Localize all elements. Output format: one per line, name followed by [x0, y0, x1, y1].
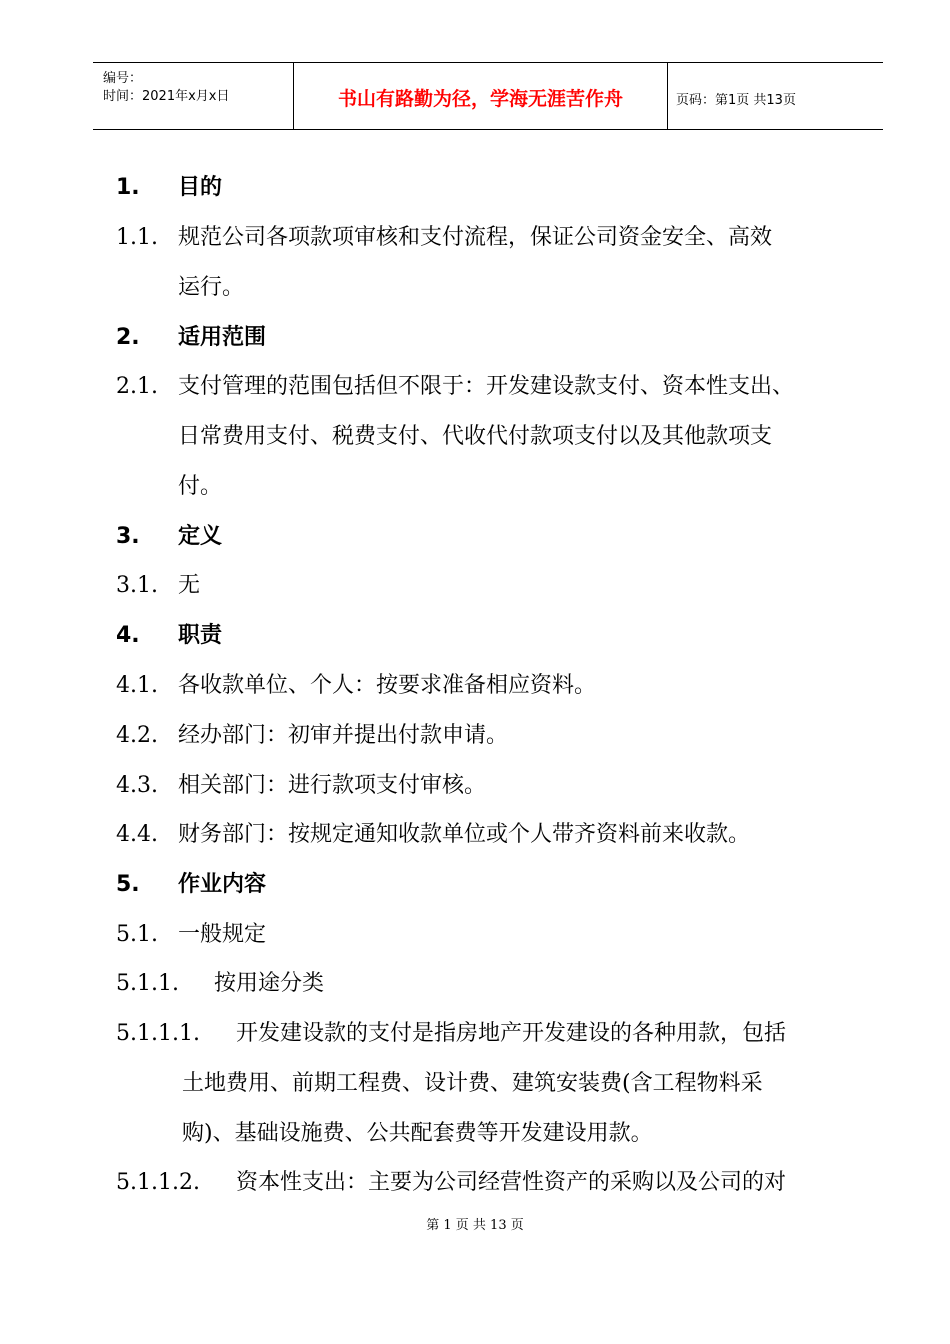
clause-text: 一般规定 [178, 922, 267, 947]
clause-text: 日常费用支付、税费支付、代收代付款项支付以及其他款项支 [178, 424, 773, 449]
clause-text: 各收款单位、个人：按要求准备相应资料。 [178, 673, 597, 698]
page-footer: 第 1 页 共 13 页 [426, 1218, 524, 1233]
clause-text: 运行。 [178, 275, 245, 300]
code-label: 编号： [103, 71, 143, 86]
clause-text: 付。 [178, 474, 223, 499]
section-number: 5. [116, 872, 140, 897]
clause-number: 1.1. [116, 225, 158, 250]
clause-number: 4.4. [116, 822, 158, 847]
clause-text: 支付管理的范围包括但不限于：开发建设款支付、资本性支出、 [178, 374, 795, 399]
clause-number: 5.1.1.1. [116, 1021, 200, 1046]
clause-number: 2.1. [116, 374, 158, 399]
clause-text: 相关部门：进行款项支付审核。 [178, 773, 487, 798]
clause-text: 财务部门：按规定通知收款单位或个人带齐资料前来收款。 [178, 822, 751, 847]
clause-number: 5.1. [116, 922, 158, 947]
header-page-info: 页码：第1页 共13页 [676, 93, 796, 108]
clause-text: 购)、基础设施费、公共配套费等开发建设用款。 [182, 1121, 653, 1146]
section-title: 作业内容 [178, 872, 267, 897]
section-number: 2. [116, 325, 140, 350]
section-title: 职责 [178, 623, 223, 648]
clause-number: 5.1.1.2. [116, 1170, 200, 1195]
header-page-cell [668, 63, 883, 129]
clause-number: 5.1.1. [116, 971, 179, 996]
section-title: 定义 [178, 524, 223, 549]
clause-text: 资本性支出：主要为公司经营性资产的采购以及公司的对 [236, 1170, 787, 1195]
clause-text: 土地费用、前期工程费、设计费、建筑安装费(含工程物料采 [182, 1071, 763, 1096]
clause-text: 规范公司各项款项审核和支付流程，保证公司资金安全、高效 [178, 225, 773, 250]
clause-text: 无 [178, 573, 201, 598]
header-motto: 书山有路勤为径，学海无涯苦作舟 [337, 88, 623, 110]
clause-number: 4.3. [116, 773, 158, 798]
page-header [93, 62, 883, 130]
section-number: 3. [116, 524, 140, 549]
time-label: 时间：2021年x月x日 [103, 89, 230, 104]
clause-number: 4.1. [116, 673, 158, 698]
header-meta-cell [93, 63, 294, 129]
section-title: 适用范围 [178, 325, 267, 350]
section-number: 1. [116, 175, 140, 200]
clause-text: 经办部门：初审并提出付款申请。 [178, 723, 509, 748]
section-title: 目的 [178, 175, 223, 200]
clause-text: 按用途分类 [214, 971, 325, 996]
clause-number: 3.1. [116, 573, 158, 598]
header-motto-cell [294, 63, 668, 129]
clause-text: 开发建设款的支付是指房地产开发建设的各种用款，包括 [236, 1021, 787, 1046]
clause-number: 4.2. [116, 723, 158, 748]
section-number: 4. [116, 623, 140, 648]
